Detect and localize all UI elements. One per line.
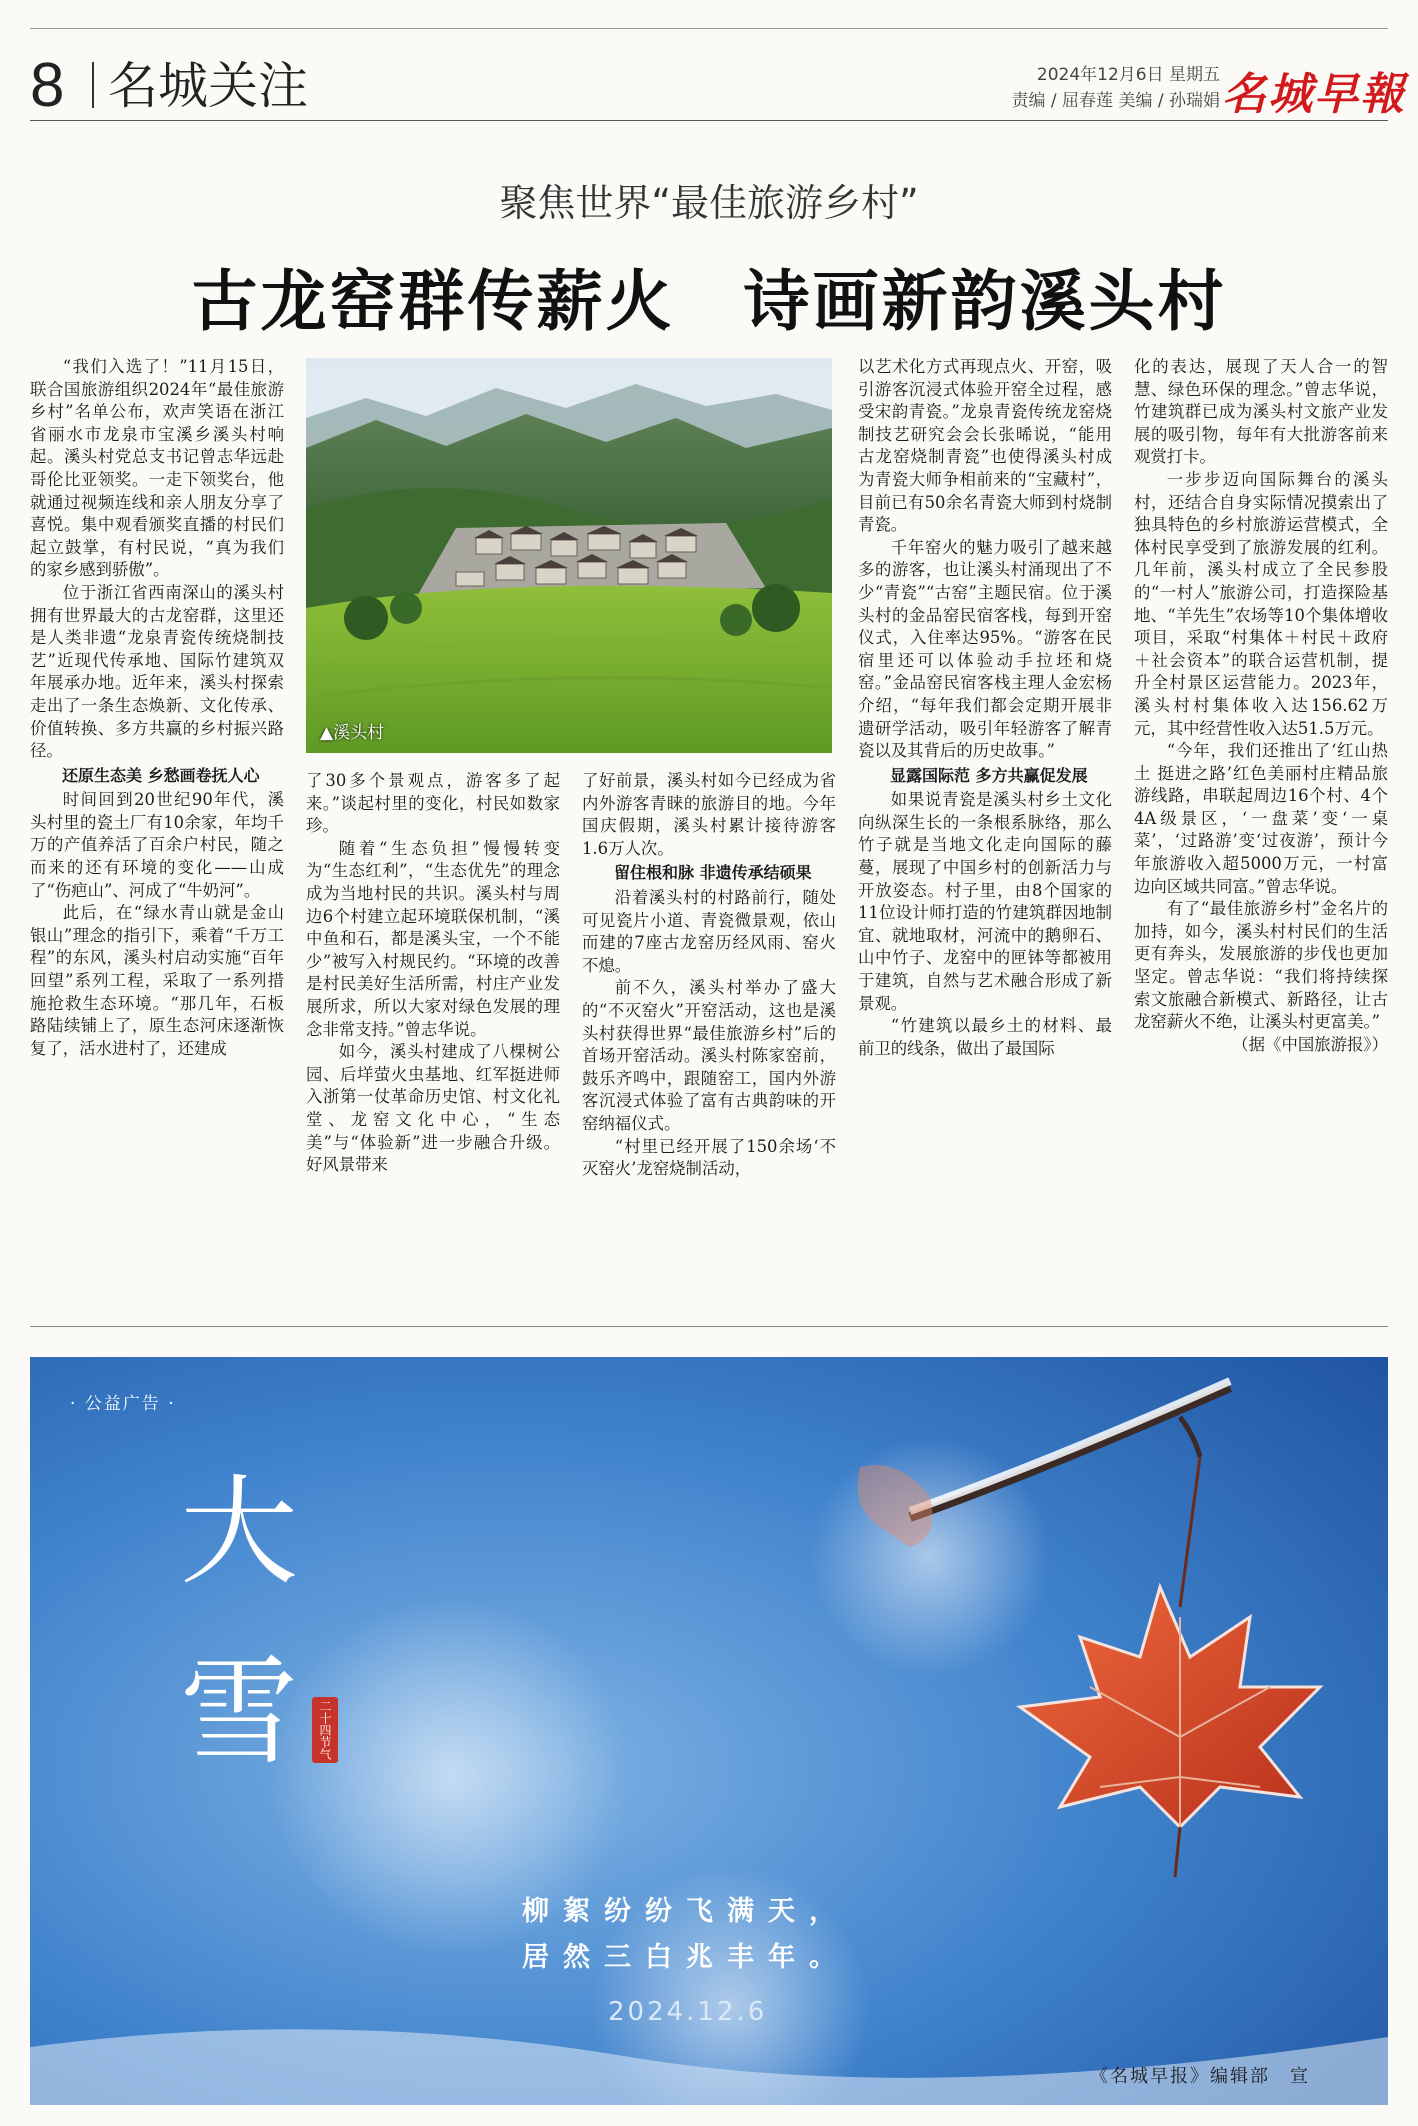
- editors: 责编 / 屈春莲 美编 / 孙瑞娟: [1011, 91, 1220, 111]
- issue-date: 2024年12月6日 星期五: [1036, 65, 1220, 85]
- solar-term-seal: 二十四节气: [312, 1697, 338, 1763]
- subheading: 显露国际范 多方共赢促发展: [890, 765, 1088, 785]
- poem-line: 柳絮纷纷飞满天，: [522, 1896, 850, 1927]
- newspaper-logo: 名城早報: [1222, 69, 1406, 120]
- ad-title-char: 大: [180, 1463, 299, 1601]
- paragraph: 位于浙江省西南深山的溪头村拥有世界最大的古龙窑群，这里还是人类非遗“龙泉青瓷传统烧制技艺”近现代传承地、国际竹建筑双年展承办地。近年来，溪头村探索走出了一条生态焕新、文化传承、价值转换、多方共赢的乡村振兴路径。: [30, 582, 284, 761]
- ad-title-char: 雪: [180, 1643, 299, 1781]
- photo-caption: ▲溪头村: [320, 723, 385, 743]
- source-attribution: （据《中国旅游报》）: [1232, 1034, 1388, 1054]
- paragraph: 前不久，溪头村举办了盛大的“不灭窑火”开窑活动，这也是溪头村获得世界“最佳旅游乡村”后的首场开窑活动。溪头村陈家窑前，鼓乐齐鸣中，跟随窑工，国内外游客沉浸式体验了富有古典韵味的开窑纳福仪式。: [582, 978, 836, 1133]
- section-title: 名城关注: [108, 57, 308, 115]
- paragraph: 化的表达，展现了天人合一的智慧、绿色环保的理念。”曾志华说，竹建筑群已成为溪头村文旅产业发展的吸引物，每年有大批游客前来观赏打卡。: [1134, 357, 1388, 467]
- article-headline: 古龙窑群传薪火 诗画新韵溪头村: [191, 263, 1227, 340]
- paragraph: “今年，我们还推出了‘红山热土 挺进之路’红色美丽村庄精品旅游线路，串联起周边16个村、4个4A级景区，‘一盘菜’变‘一桌菜’，‘过路游’变‘过夜游’，预计今年旅游收入超5000万元，一村富边向区域共同富。”曾志华说。: [1134, 741, 1388, 896]
- village-photo: [306, 358, 832, 753]
- paragraph: 此后，在“绿水青山就是金山银山”理念的指引下，乘着“千万工程”的东风，溪头村启动实施“百年回望”系列工程，采取了一系列措施抢救生态环境。“那几年，石板路陆续铺上了，原生态河床逐渐恢复了，活水进村了，还建成: [30, 903, 284, 1058]
- paragraph: 如今，溪头村建成了八棵树公园、后垟萤火虫基地、红军挺进师入浙第一仗革命历史馆、村文化礼堂、龙窑文化中心，“生态美”与“体验新”进一步融合升级。好风景带来: [306, 1042, 560, 1175]
- paragraph: 了好前景，溪头村如今已经成为省内外游客青睐的旅游目的地。今年国庆假期，溪头村累计接待游客1.6万人次。: [582, 771, 836, 858]
- paragraph: 随着“生态负担”慢慢转变为“生态红利”，“生态优先”的理念成为当地村民的共识。溪头村与周边6个村建立起环境联保机制，“溪中鱼和石，都是溪头宝，一个不能少”被写入村规民约。“环境的改善是村民美好生活所需，村庄产业发展所求，所以大家对绿色发展的理念非常支持。”曾志华说。: [306, 838, 560, 1039]
- paragraph: 沿着溪头村的村路前行，随处可见瓷片小道、青瓷微景观，依山而建的7座古龙窑历经风雨、窑火不熄。: [582, 887, 836, 975]
- header-info: [990, 62, 1220, 114]
- section-rule: [30, 1326, 1388, 1327]
- article-column-2: [306, 770, 560, 1296]
- page-number: 8: [30, 51, 65, 120]
- ad-tag: · 公益广告 ·: [70, 1394, 176, 1414]
- article-column-4: [858, 356, 1112, 1296]
- header-rule: [30, 120, 1388, 121]
- subheading: 留住根和脉 非遗传承结硕果: [614, 863, 812, 883]
- paragraph: 一步步迈向国际舞台的溪头村，还结合自身实际情况摸索出了独具特色的乡村旅游运营模式，全体村民享受到了旅游发展的红利。几年前，溪头村成立了全民参股的“一村人”旅游公司，打造探险基地、“羊先生”农场等10个集体增收项目，采取“村集体＋村民＋政府＋社会资本”的联合运营机制，提升全村景区运营能力。2023年，溪头村村集体收入达156.62万元，其中经营性收入达51.5万元。: [1134, 469, 1388, 738]
- public-service-ad: [30, 1357, 1388, 2105]
- ad-date: 2024.12.6: [608, 1997, 768, 2027]
- article-kicker: 聚焦世界“最佳旅游乡村”: [499, 181, 919, 225]
- poem-line: 居然三白兆丰年。: [522, 1942, 850, 1973]
- article-column-1: [30, 356, 284, 1296]
- paragraph: 如果说青瓷是溪头村乡土文化向纵深生长的一条根系脉络，那么竹子就是当地文化走向国际的藤蔓，展现了中国乡村的创新活力与开放姿态。村子里，由8个国家的11位设计师打造的竹建筑群因地制宜、就地取材，河流中的鹅卵石、山中竹子、龙窑中的匣钵等都被用于建筑，自然与艺术融合形成了新景观。: [858, 790, 1112, 1013]
- paragraph: 有了“最佳旅游乡村”金名片的加持，如今，溪头村村民们的生活更有奔头，发展旅游的步伐也更加坚定。曾志华说：“我们将持续探索文旅融合新模式、新路径，让古龙窑薪火不绝，让溪头村更富美。”: [1134, 899, 1388, 1032]
- paragraph: 了30多个景观点，游客多了起来。”谈起村里的变化，村民如数家珍。: [306, 771, 560, 836]
- ad-credit: 《名城早报》编辑部 宣: [1090, 2066, 1310, 2087]
- article-column-3: [582, 770, 836, 1296]
- paragraph: “我们入选了！”11月15日，联合国旅游组织2024年“最佳旅游乡村”名单公布，欢声笑语在浙江省丽水市龙泉市宝溪乡溪头村响起。溪头村党总支书记曾志华远赴哥伦比亚领奖。一走下领奖台，他就通过视频连线和亲人朋友分享了喜悦。集中观看颁奖直播的村民们起立鼓掌，有村民说，“真为我们的家乡感到骄傲”。: [30, 357, 284, 580]
- subheading: 还原生态美 乡愁画卷抚人心: [62, 765, 260, 785]
- top-rule: [30, 28, 1388, 29]
- paragraph: “竹建筑以最乡土的材料、最前卫的线条，做出了最国际: [858, 1016, 1112, 1058]
- paragraph: 千年窑火的魅力吸引了越来越多的游客，也让溪头村涌现出了不少“青瓷”“古窑”主题民宿。位于溪头村的金品窑民宿客栈，每到开窑仪式，入住率达95%。“游客在民宿里还可以体验动手拉坯和烧窑。”金品窑民宿客栈主理人金宏杨介绍，“每年我们都会定期开展非遗研学活动，吸引年轻游客了解青瓷以及其背后的历史故事。”: [858, 537, 1112, 761]
- paragraph: “村里已经开展了150余场‘不灭窑火’龙窑烧制活动，: [582, 1136, 836, 1179]
- paragraph: 时间回到20世纪90年代，溪头村里的瓷土厂有10余家，年均千万的产值养活了百余户村民，随之而来的还有环境的变化——山成了“伤疤山”、河成了“牛奶河”。: [30, 790, 284, 900]
- article-column-5: [1134, 356, 1388, 1296]
- section-divider: [92, 62, 94, 108]
- paragraph: 以艺术化方式再现点火、开窑，吸引游客沉浸式体验开窑全过程，感受宋韵青瓷。”龙泉青瓷传统龙窑烧制技艺研究会会长张晞说，“能用古龙窑烧制青瓷”也使得溪头村成为青瓷大师争相前来的“宝藏村”，目前已有50余名青瓷大师到村烧制青瓷。: [858, 357, 1112, 535]
